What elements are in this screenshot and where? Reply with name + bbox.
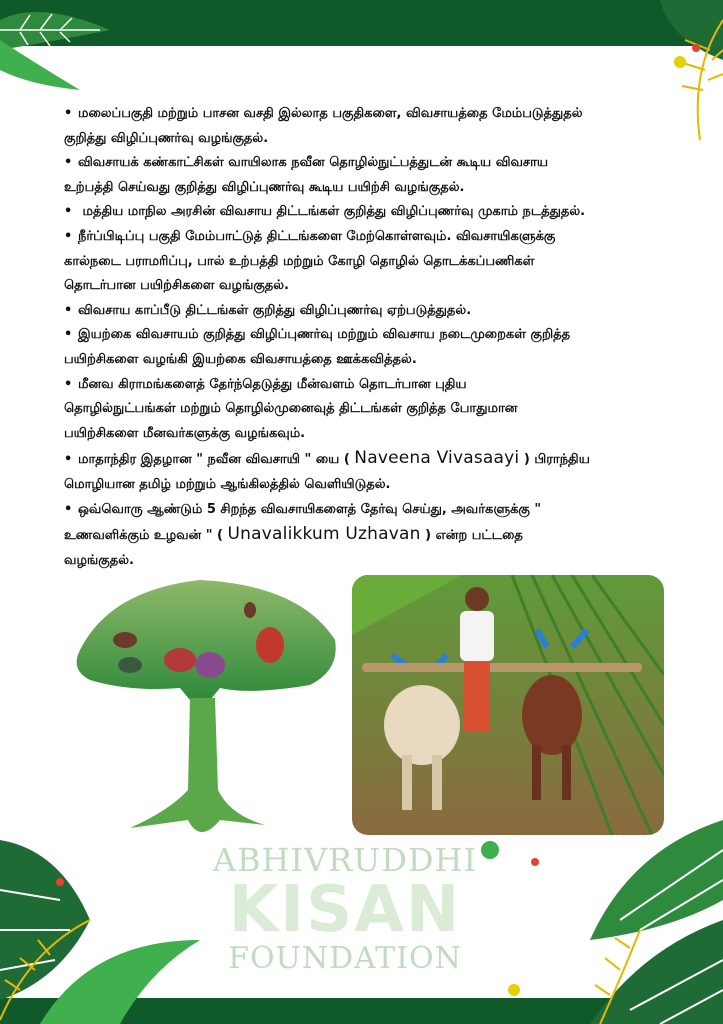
list-item: • விவசாய காப்பீடு திட்டங்கள் குறித்து விழிப்புணர்வு ஏற்படுத்துதல். [64,302,472,318]
list-item: • மத்திய மாநில அரசின் விவசாய திட்டங்கள் குறித்து விழிப்புணர்வு முகாம் நடத்துதல். [64,204,586,220]
monstera-leaf-icon [0,830,210,1024]
foundation-watermark: ABHIVRUDDHI KISAN FOUNDATION [212,841,478,976]
list-item: • இயற்கை விவசாயம் குறித்து விழிப்புணர்வு மற்றும் விவசாய நடைமுறைகள் குறித்த பயிற்சிகளை வழங்கி இயற்கை விவசாயத்தை ஊக்கவித்தல். [64,327,571,367]
palm-frond-icon [470,780,723,1024]
list-item: • விவசாயக் கண்காட்சிகள் வாயிலாக நவீன தொழில்நுட்பத்துடன் கூடிய விவசாய உற்பத்தி செய்வது குறித்து விழிப்புணர்வு கூடிய பயிற்சி வழங்குதல். [64,155,549,195]
bullet-list [64,102,676,573]
list-item: • ஒவ்வொரு ஆண்டும் 5 சிறந்த விவசாயிகளைத் தேர்வு செய்து, அவர்களுக்கு " உணவளிக்கும் உழவன் " ( Unavalikkum Uzhavan ) என்ற பட்டதை வழங்குதல். [64,501,542,568]
list-item: • மாதாந்திர இதழான " நவீன விவசாயி " யை ( Naveena Vivasaayi ) பிராந்திய மொழியான தமிழ் மற்றும் ஆங்கிலத்தில் வெளியிடுதல். [64,448,590,492]
list-item: • மலைப்பகுதி மற்றும் பாசன வசதி இல்லாத பகுதிகளை, விவசாயத்தை மேம்படுத்துதல் குறித்து விழிப்புணர்வு வழங்குதல். [64,106,583,146]
list-item: • நீர்ப்பிடிப்பு பகுதி மேம்பாட்டுத் திட்டங்களை மேற்கொள்ளவும். விவசாயிகளுக்கு கால்நடை பராமரிப்பு, பால் உற்பத்தி மற்றும் கோழி தொழில் தொடக்கப்பணிகள் தொடர்பான பயிற்சிகளை வழங்குதல். [64,228,556,294]
list-item: • மீனவ கிராமங்களைத் தேர்ந்தெடுத்து மீன்வளம் தொடர்பான புதிய தொழில்நுட்பங்கள் மற்றும் தொழில்முனைவுத் திட்டங்கள் குறித்த போதுமான பயிற்சிகளை மீனவர்களுக்கு வழங்கவும். [64,376,518,441]
tree-farm-image [70,570,340,840]
